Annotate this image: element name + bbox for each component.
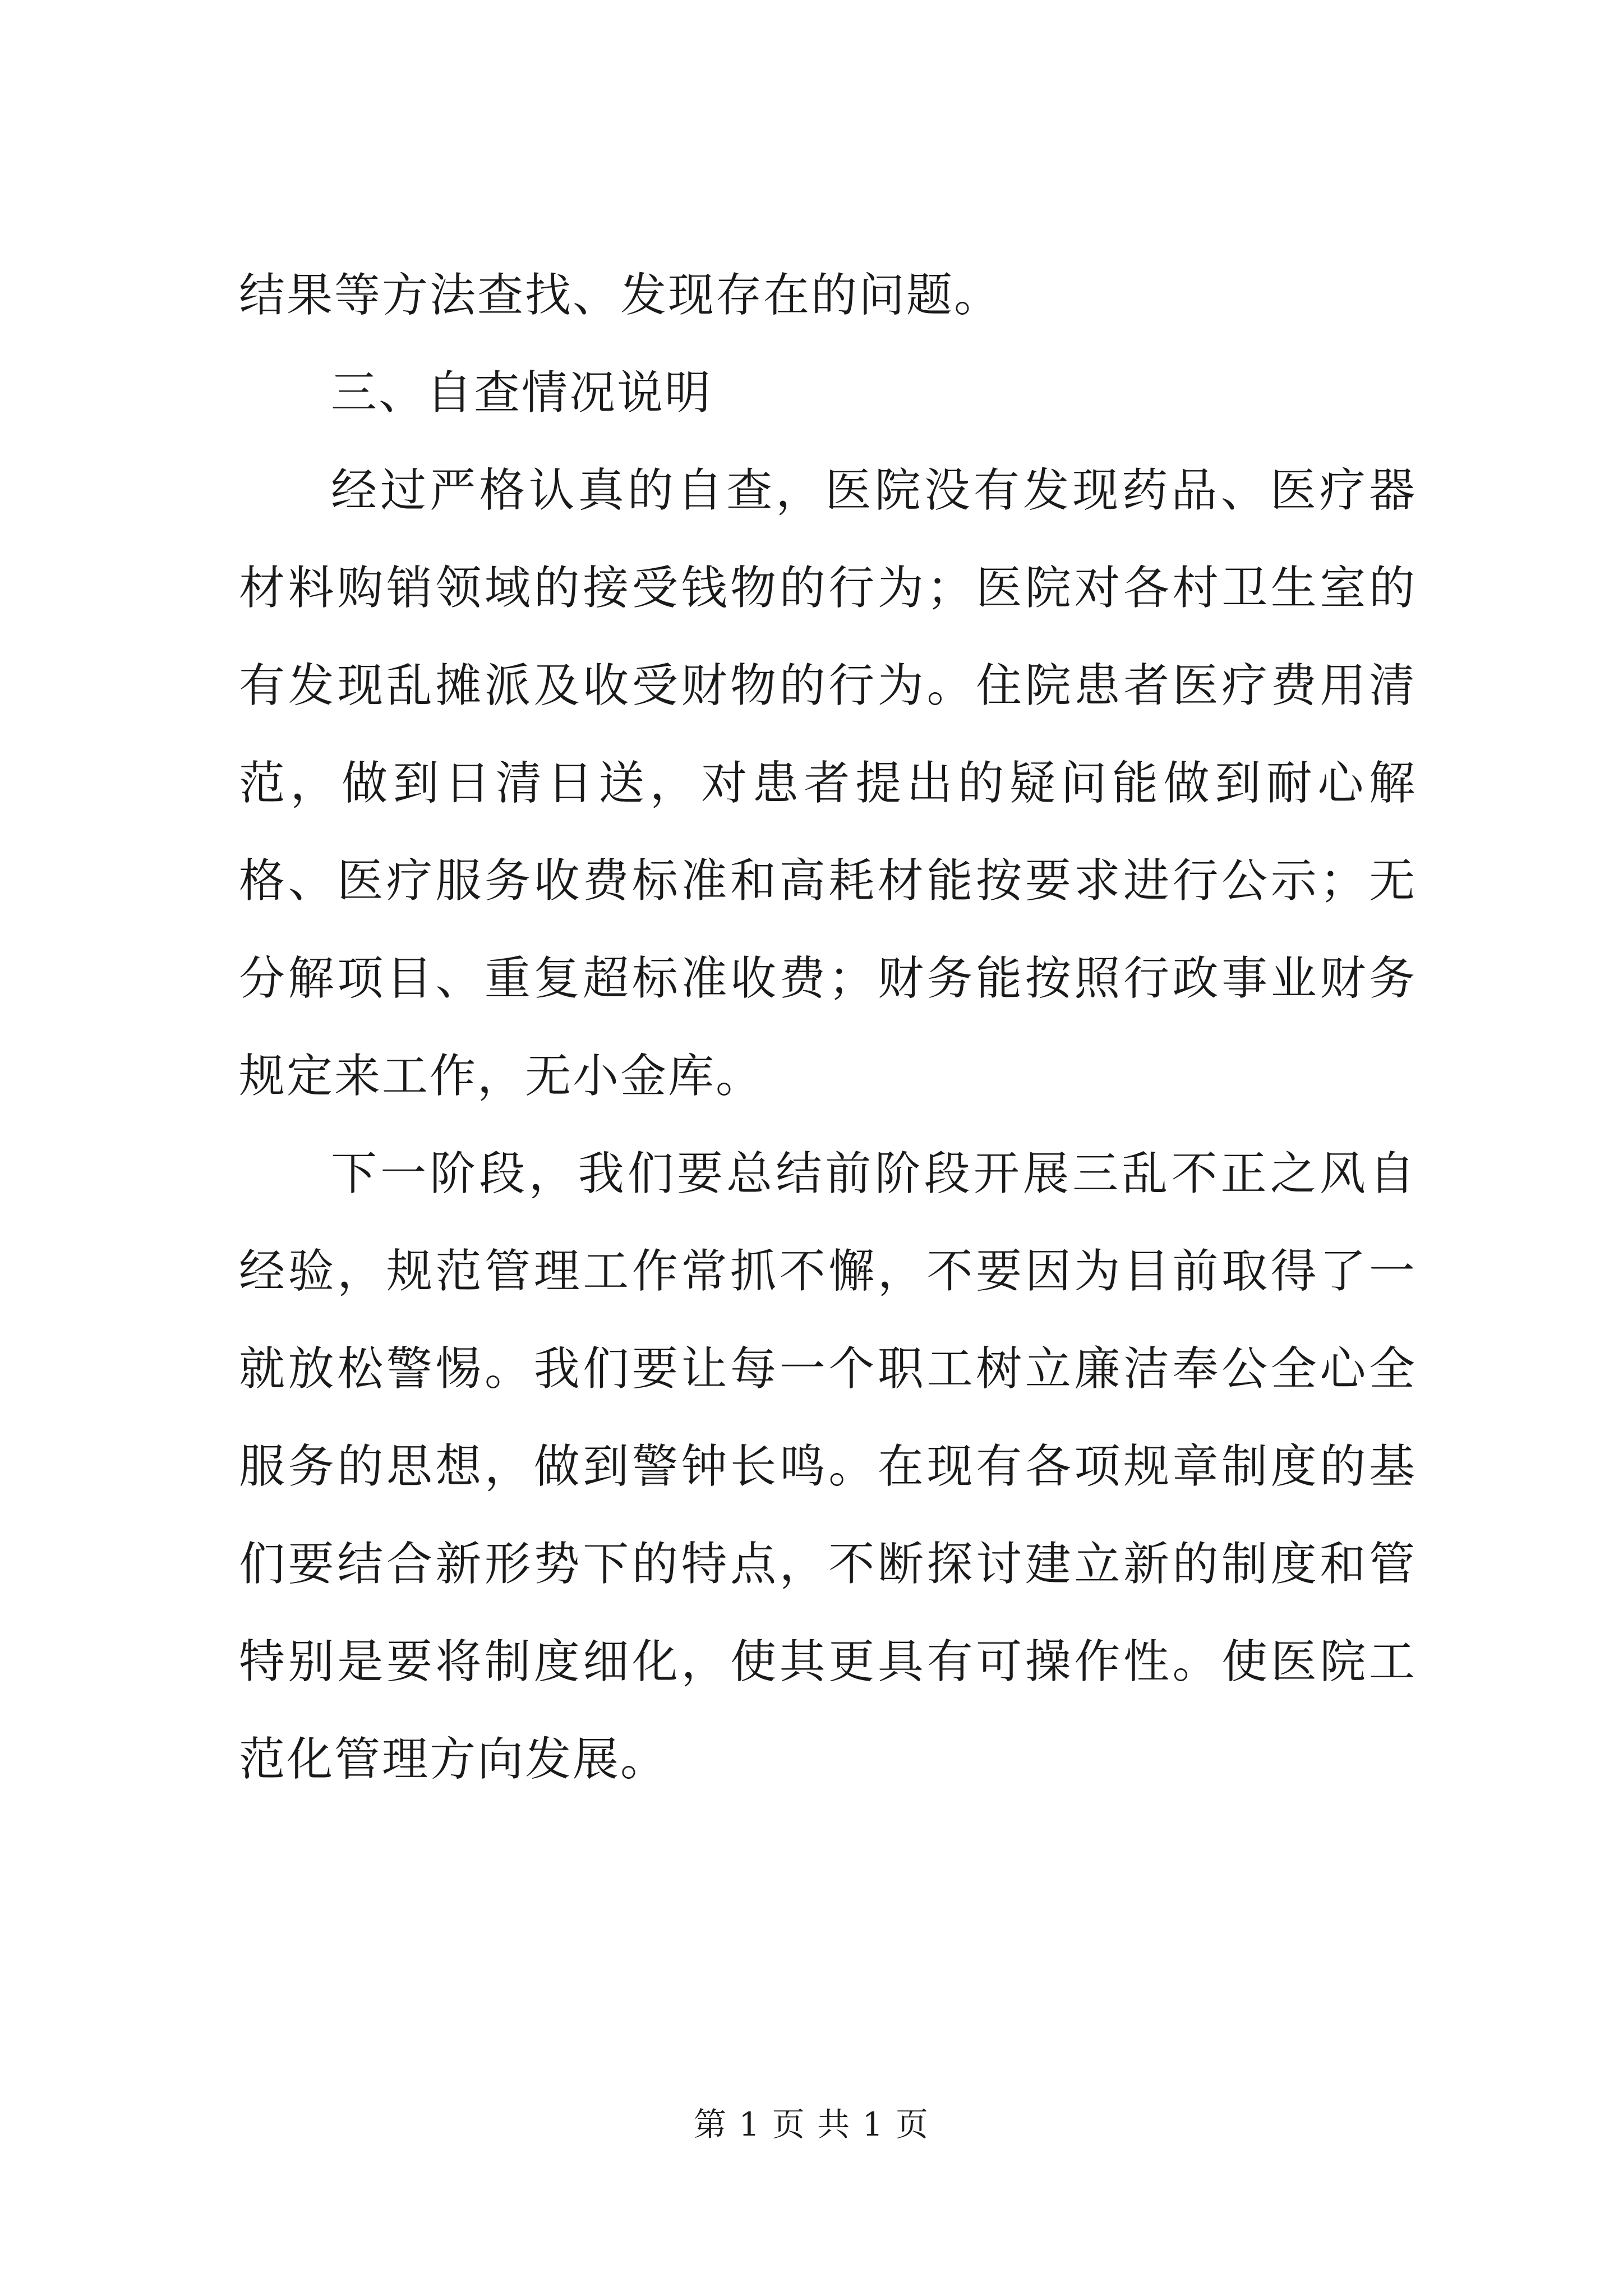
- text-line: 特别是要将制度细化，使其更具有可操作性。使医院工: [239, 1635, 1417, 1688]
- text-line: 服务的思想，做到警钟长鸣。在现有各项规章制度的基: [239, 1440, 1417, 1493]
- paragraph-continuation: [239, 247, 1417, 344]
- text-line: 材料购销领域的接受钱物的行为；医院对各村卫生室的: [239, 562, 1417, 615]
- text-line: 范，做到日清日送，对患者提出的疑问能做到耐心解: [239, 757, 1417, 810]
- text-line: 下一阶段，我们要总结前阶段开展三乱不正之风自: [331, 1147, 1417, 1200]
- text-line: 结果等方法查找、发现存在的问题。: [239, 269, 1002, 322]
- text-line: 规定来工作，无小金库。: [239, 1050, 764, 1103]
- paragraph-next-stage: [239, 1125, 1417, 1809]
- text-line: 范化管理方向发展。: [239, 1733, 668, 1786]
- document-body: [239, 247, 1417, 1809]
- text-line: 经过严格认真的自查，医院没有发现药品、医疗器: [331, 464, 1417, 517]
- text-line: 就放松警惕。我们要让每一个职工树立廉洁奉公全心全: [239, 1342, 1417, 1396]
- text-line: 有发现乱摊派及收受财物的行为。住院患者医疗费用清: [239, 659, 1417, 712]
- section-heading: 三、自查情况说明: [331, 366, 713, 420]
- text-line: 格、医疗服务收费标准和高耗材能按要求进行公示；无: [239, 854, 1417, 908]
- text-line: 们要结合新形势下的特点，不断探讨建立新的制度和管: [239, 1538, 1417, 1591]
- text-line: 分解项目、重复超标准收费；财务能按照行政事业财务: [239, 952, 1417, 1005]
- text-line: 经验，规范管理工作常抓不懈，不要因为目前取得了一: [239, 1245, 1417, 1298]
- paragraph-self-check: [239, 442, 1417, 1125]
- page-number-footer: 第 1 页 共 1 页: [694, 2105, 929, 2143]
